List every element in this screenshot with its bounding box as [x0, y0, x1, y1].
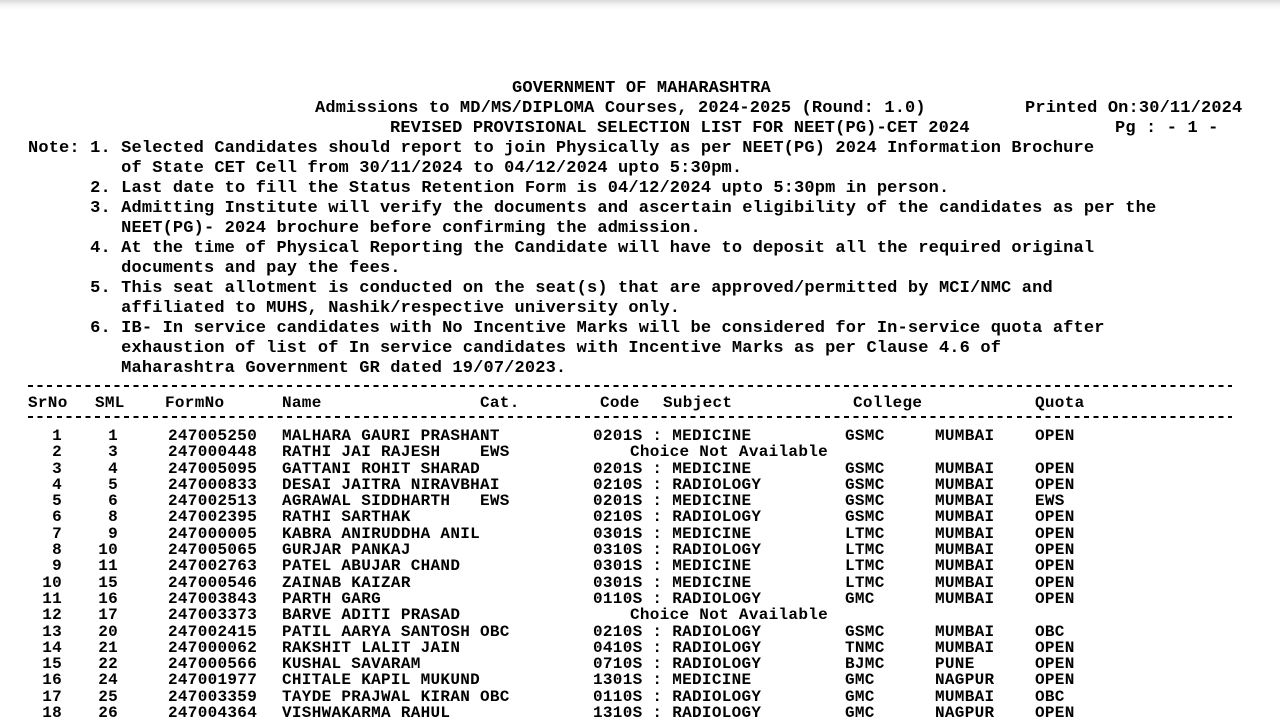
cell-name: CHITALE KAPIL MUKUND: [282, 671, 481, 690]
cell-college: LTMC: [845, 557, 885, 576]
cell-quota: OPEN: [1035, 475, 1075, 494]
cell-formno: 247003373: [168, 606, 258, 625]
page-top-edge: [0, 0, 1280, 10]
doc-subtitle: Admissions to MD/MS/DIPLOMA Courses, 2024-2025 (Round: 1.0): [315, 99, 926, 118]
cell-code-subject: 0110S : RADIOLOGY: [593, 687, 762, 706]
cell-city: MUMBAI: [935, 475, 995, 494]
cell-city: MUMBAI: [935, 638, 995, 657]
cell-formno: 247003359: [168, 687, 258, 706]
cell-sml: 3: [108, 443, 118, 462]
cell-name: PATEL ABUJAR CHAND: [282, 557, 461, 576]
cell-code-subject: 0310S : RADIOLOGY: [593, 541, 762, 560]
cell-code-subject: 0210S : RADIOLOGY: [593, 622, 762, 641]
cell-name: KABRA ANIRUDDHA ANIL: [282, 524, 481, 543]
cell-quota: EWS: [1035, 492, 1065, 511]
cell-city: MUMBAI: [935, 687, 995, 706]
cell-code-subject: 0210S : RADIOLOGY: [593, 508, 762, 527]
cell-city: MUMBAI: [935, 459, 995, 478]
cell-code-subject: 0201S : MEDICINE: [593, 427, 752, 445]
selection-list-table-body: [0, 428, 1280, 721]
note-line: documents and pay the fees.: [28, 259, 401, 278]
note-line: Note: 1. Selected Candidates should report to join Physically as per NEET(PG) 2024 Information Brochure: [28, 139, 1095, 158]
cell-formno: 247005250: [168, 427, 258, 445]
cell-sml: 26: [98, 704, 118, 722]
cell-name: TAYDE PRAJWAL KIRAN: [282, 687, 471, 706]
cell-college: GSMC: [845, 427, 885, 445]
cell-srno: 4: [52, 475, 62, 494]
note-line: affiliated to MUHS, Nashik/respective university only.: [28, 299, 681, 318]
cell-sml: 10: [98, 541, 118, 560]
cell-quota: OPEN: [1035, 508, 1075, 527]
cell-srno: 2: [52, 443, 62, 462]
cell-quota: OPEN: [1035, 638, 1075, 657]
cell-choice-not-available: Choice Not Available: [630, 606, 829, 625]
table-row: [0, 428, 1280, 444]
printed-on-label: Printed On:30/11/2024: [1025, 99, 1243, 118]
cell-code-subject: 1310S : RADIOLOGY: [593, 704, 762, 722]
table-row: [0, 461, 1280, 477]
cell-name: RATHI SARTHAK: [282, 508, 411, 527]
cell-category: OBC: [480, 622, 510, 641]
table-row: [0, 624, 1280, 640]
cell-quota: OPEN: [1035, 524, 1075, 543]
cell-srno: 15: [42, 655, 62, 674]
note-line: exhaustion of list of In service candidates with Incentive Marks as per Clause 4.6 of: [28, 339, 1002, 358]
cell-sml: 4: [108, 459, 118, 478]
note-line: NEET(PG)- 2024 brochure before confirming the admission.: [28, 219, 701, 238]
cell-city: MUMBAI: [935, 573, 995, 592]
cell-city: MUMBAI: [935, 524, 995, 543]
cell-srno: 17: [42, 687, 62, 706]
cell-name: AGRAWAL SIDDHARTH: [282, 492, 451, 511]
cell-quota: OBC: [1035, 622, 1065, 641]
cell-name: ZAINAB KAIZAR: [282, 573, 411, 592]
cell-srno: 12: [42, 606, 62, 625]
cell-formno: 247005095: [168, 459, 258, 478]
cell-name: KUSHAL SAVARAM: [282, 655, 421, 674]
cell-category: EWS: [480, 443, 510, 462]
cell-name: GATTANI ROHIT SHARAD: [282, 459, 481, 478]
cell-college: GSMC: [845, 475, 885, 494]
cell-formno: 247000546: [168, 573, 258, 592]
cell-city: MUMBAI: [935, 492, 995, 511]
cell-sml: 1: [108, 427, 118, 445]
cell-srno: 5: [52, 492, 62, 511]
cell-srno: 7: [52, 524, 62, 543]
table-separator-bottom: [28, 416, 1232, 418]
cell-name: RAKSHIT LALIT JAIN: [282, 638, 461, 657]
cell-code-subject: 0110S : RADIOLOGY: [593, 589, 762, 608]
cell-srno: 10: [42, 573, 62, 592]
cell-srno: 1: [52, 427, 62, 445]
table-separator-top: [28, 385, 1232, 387]
cell-name: VISHWAKARMA RAHUL: [282, 704, 451, 722]
cell-city: MUMBAI: [935, 589, 995, 608]
column-header-sml: SML: [95, 394, 125, 412]
cell-college: TNMC: [845, 638, 885, 657]
table-row: [0, 607, 1280, 623]
table-row: [0, 558, 1280, 574]
cell-code-subject: 0301S : MEDICINE: [593, 557, 752, 576]
cell-quota: OPEN: [1035, 655, 1075, 674]
cell-sml: 17: [98, 606, 118, 625]
column-header-srno: SrNo: [28, 394, 68, 412]
cell-formno: 247000566: [168, 655, 258, 674]
cell-college: LTMC: [845, 573, 885, 592]
cell-srno: 13: [42, 622, 62, 641]
table-row: [0, 509, 1280, 525]
cell-college: GMC: [845, 704, 875, 722]
note-line: Maharashtra Government GR dated 19/07/2023.: [28, 359, 567, 378]
table-row: [0, 477, 1280, 493]
cell-srno: 8: [52, 541, 62, 560]
doc-title: GOVERNMENT OF MAHARASHTRA: [512, 79, 771, 98]
note-line: 6. IB- In service candidates with No Incentive Marks will be considered for In-service quota after: [28, 319, 1105, 338]
cell-sml: 25: [98, 687, 118, 706]
cell-formno: 247000062: [168, 638, 258, 657]
cell-srno: 6: [52, 508, 62, 527]
cell-college: LTMC: [845, 524, 885, 543]
cell-formno: 247004364: [168, 704, 258, 722]
table-row: [0, 575, 1280, 591]
cell-choice-not-available: Choice Not Available: [630, 443, 829, 462]
cell-sml: 6: [108, 492, 118, 511]
cell-sml: 20: [98, 622, 118, 641]
column-header-code: Code: [600, 394, 640, 412]
cell-quota: OPEN: [1035, 427, 1075, 445]
column-header-cat: Cat.: [480, 394, 520, 412]
cell-sml: 11: [98, 557, 118, 576]
cell-city: MUMBAI: [935, 427, 995, 445]
cell-city: MUMBAI: [935, 622, 995, 641]
cell-city: NAGPUR: [935, 704, 995, 722]
cell-srno: 16: [42, 671, 62, 690]
note-line: 5. This seat allotment is conducted on the seat(s) that are approved/permitted by MCI/NMC and: [28, 279, 1053, 298]
cell-code-subject: 0301S : MEDICINE: [593, 573, 752, 592]
table-header-row: [0, 395, 1280, 412]
cell-city: NAGPUR: [935, 671, 995, 690]
cell-code-subject: 1301S : MEDICINE: [593, 671, 752, 690]
cell-formno: 247002415: [168, 622, 258, 641]
cell-name: RATHI JAI RAJESH: [282, 443, 441, 462]
table-row: [0, 705, 1280, 721]
cell-category: OBC: [480, 687, 510, 706]
cell-name: BARVE ADITI PRASAD: [282, 606, 461, 625]
cell-sml: 15: [98, 573, 118, 592]
cell-college: GSMC: [845, 622, 885, 641]
cell-name: PARTH GARG: [282, 589, 382, 608]
cell-formno: 247000448: [168, 443, 258, 462]
cell-college: GSMC: [845, 508, 885, 527]
cell-code-subject: 0210S : RADIOLOGY: [593, 475, 762, 494]
cell-code-subject: 0710S : RADIOLOGY: [593, 655, 762, 674]
table-row: [0, 493, 1280, 509]
cell-formno: 247001977: [168, 671, 258, 690]
cell-college: GSMC: [845, 492, 885, 511]
cell-city: PUNE: [935, 655, 975, 674]
page-number-label: Pg : - 1 -: [1115, 119, 1219, 138]
cell-quota: OPEN: [1035, 589, 1075, 608]
cell-quota: OPEN: [1035, 541, 1075, 560]
cell-code-subject: 0201S : MEDICINE: [593, 492, 752, 511]
notes-block: [28, 139, 1156, 379]
cell-formno: 247002395: [168, 508, 258, 527]
cell-city: MUMBAI: [935, 557, 995, 576]
cell-code-subject: 0410S : RADIOLOGY: [593, 638, 762, 657]
cell-sml: 22: [98, 655, 118, 674]
cell-college: GMC: [845, 687, 875, 706]
cell-sml: 24: [98, 671, 118, 690]
cell-city: MUMBAI: [935, 508, 995, 527]
cell-quota: OPEN: [1035, 671, 1075, 690]
column-header-quota: Quota: [1035, 394, 1085, 412]
table-row: [0, 444, 1280, 460]
column-header-name: Name: [282, 394, 322, 412]
cell-srno: 18: [42, 704, 62, 722]
cell-college: LTMC: [845, 541, 885, 560]
cell-college: GSMC: [845, 459, 885, 478]
cell-sml: 5: [108, 475, 118, 494]
table-row: [0, 526, 1280, 542]
cell-formno: 247003843: [168, 589, 258, 608]
cell-name: PATIL AARYA SANTOSH: [282, 622, 471, 641]
cell-quota: OPEN: [1035, 573, 1075, 592]
cell-college: GMC: [845, 671, 875, 690]
cell-sml: 16: [98, 589, 118, 608]
cell-srno: 9: [52, 557, 62, 576]
column-header-subject: Subject: [663, 394, 733, 412]
cell-quota: OPEN: [1035, 704, 1075, 722]
cell-quota: OPEN: [1035, 557, 1075, 576]
cell-sml: 8: [108, 508, 118, 527]
table-row: [0, 689, 1280, 705]
column-header-college: College: [853, 394, 923, 412]
note-line: of State CET Cell from 30/11/2024 to 04/12/2024 upto 5:30pm.: [28, 159, 743, 178]
table-row: [0, 542, 1280, 558]
cell-sml: 9: [108, 524, 118, 543]
cell-formno: 247000005: [168, 524, 258, 543]
column-header-formno: FormNo: [165, 394, 225, 412]
cell-quota: OBC: [1035, 687, 1065, 706]
cell-name: MALHARA GAURI PRASHANT: [282, 427, 500, 445]
cell-code-subject: 0301S : MEDICINE: [593, 524, 752, 543]
table-row: [0, 656, 1280, 672]
note-line: 2. Last date to fill the Status Retention Form is 04/12/2024 upto 5:30pm in person.: [28, 179, 950, 198]
note-line: 4. At the time of Physical Reporting the Candidate will have to deposit all the required original: [28, 239, 1095, 258]
cell-srno: 3: [52, 459, 62, 478]
cell-name: DESAI JAITRA NIRAVBHAI: [282, 475, 500, 494]
cell-sml: 21: [98, 638, 118, 657]
note-line: 3. Admitting Institute will verify the documents and ascertain eligibility of the candidates as per the: [28, 199, 1157, 218]
cell-srno: 14: [42, 638, 62, 657]
cell-city: MUMBAI: [935, 541, 995, 560]
cell-quota: OPEN: [1035, 459, 1075, 478]
cell-code-subject: 0201S : MEDICINE: [593, 459, 752, 478]
cell-name: GURJAR PANKAJ: [282, 541, 411, 560]
doc-list-title: REVISED PROVISIONAL SELECTION LIST FOR NEET(PG)-CET 2024: [390, 119, 970, 138]
cell-college: BJMC: [845, 655, 885, 674]
table-row: [0, 672, 1280, 688]
cell-formno: 247000833: [168, 475, 258, 494]
table-row: [0, 591, 1280, 607]
cell-formno: 247005065: [168, 541, 258, 560]
cell-category: EWS: [480, 492, 510, 511]
cell-formno: 247002763: [168, 557, 258, 576]
cell-college: GMC: [845, 589, 875, 608]
cell-formno: 247002513: [168, 492, 258, 511]
cell-srno: 11: [42, 589, 62, 608]
table-row: [0, 640, 1280, 656]
